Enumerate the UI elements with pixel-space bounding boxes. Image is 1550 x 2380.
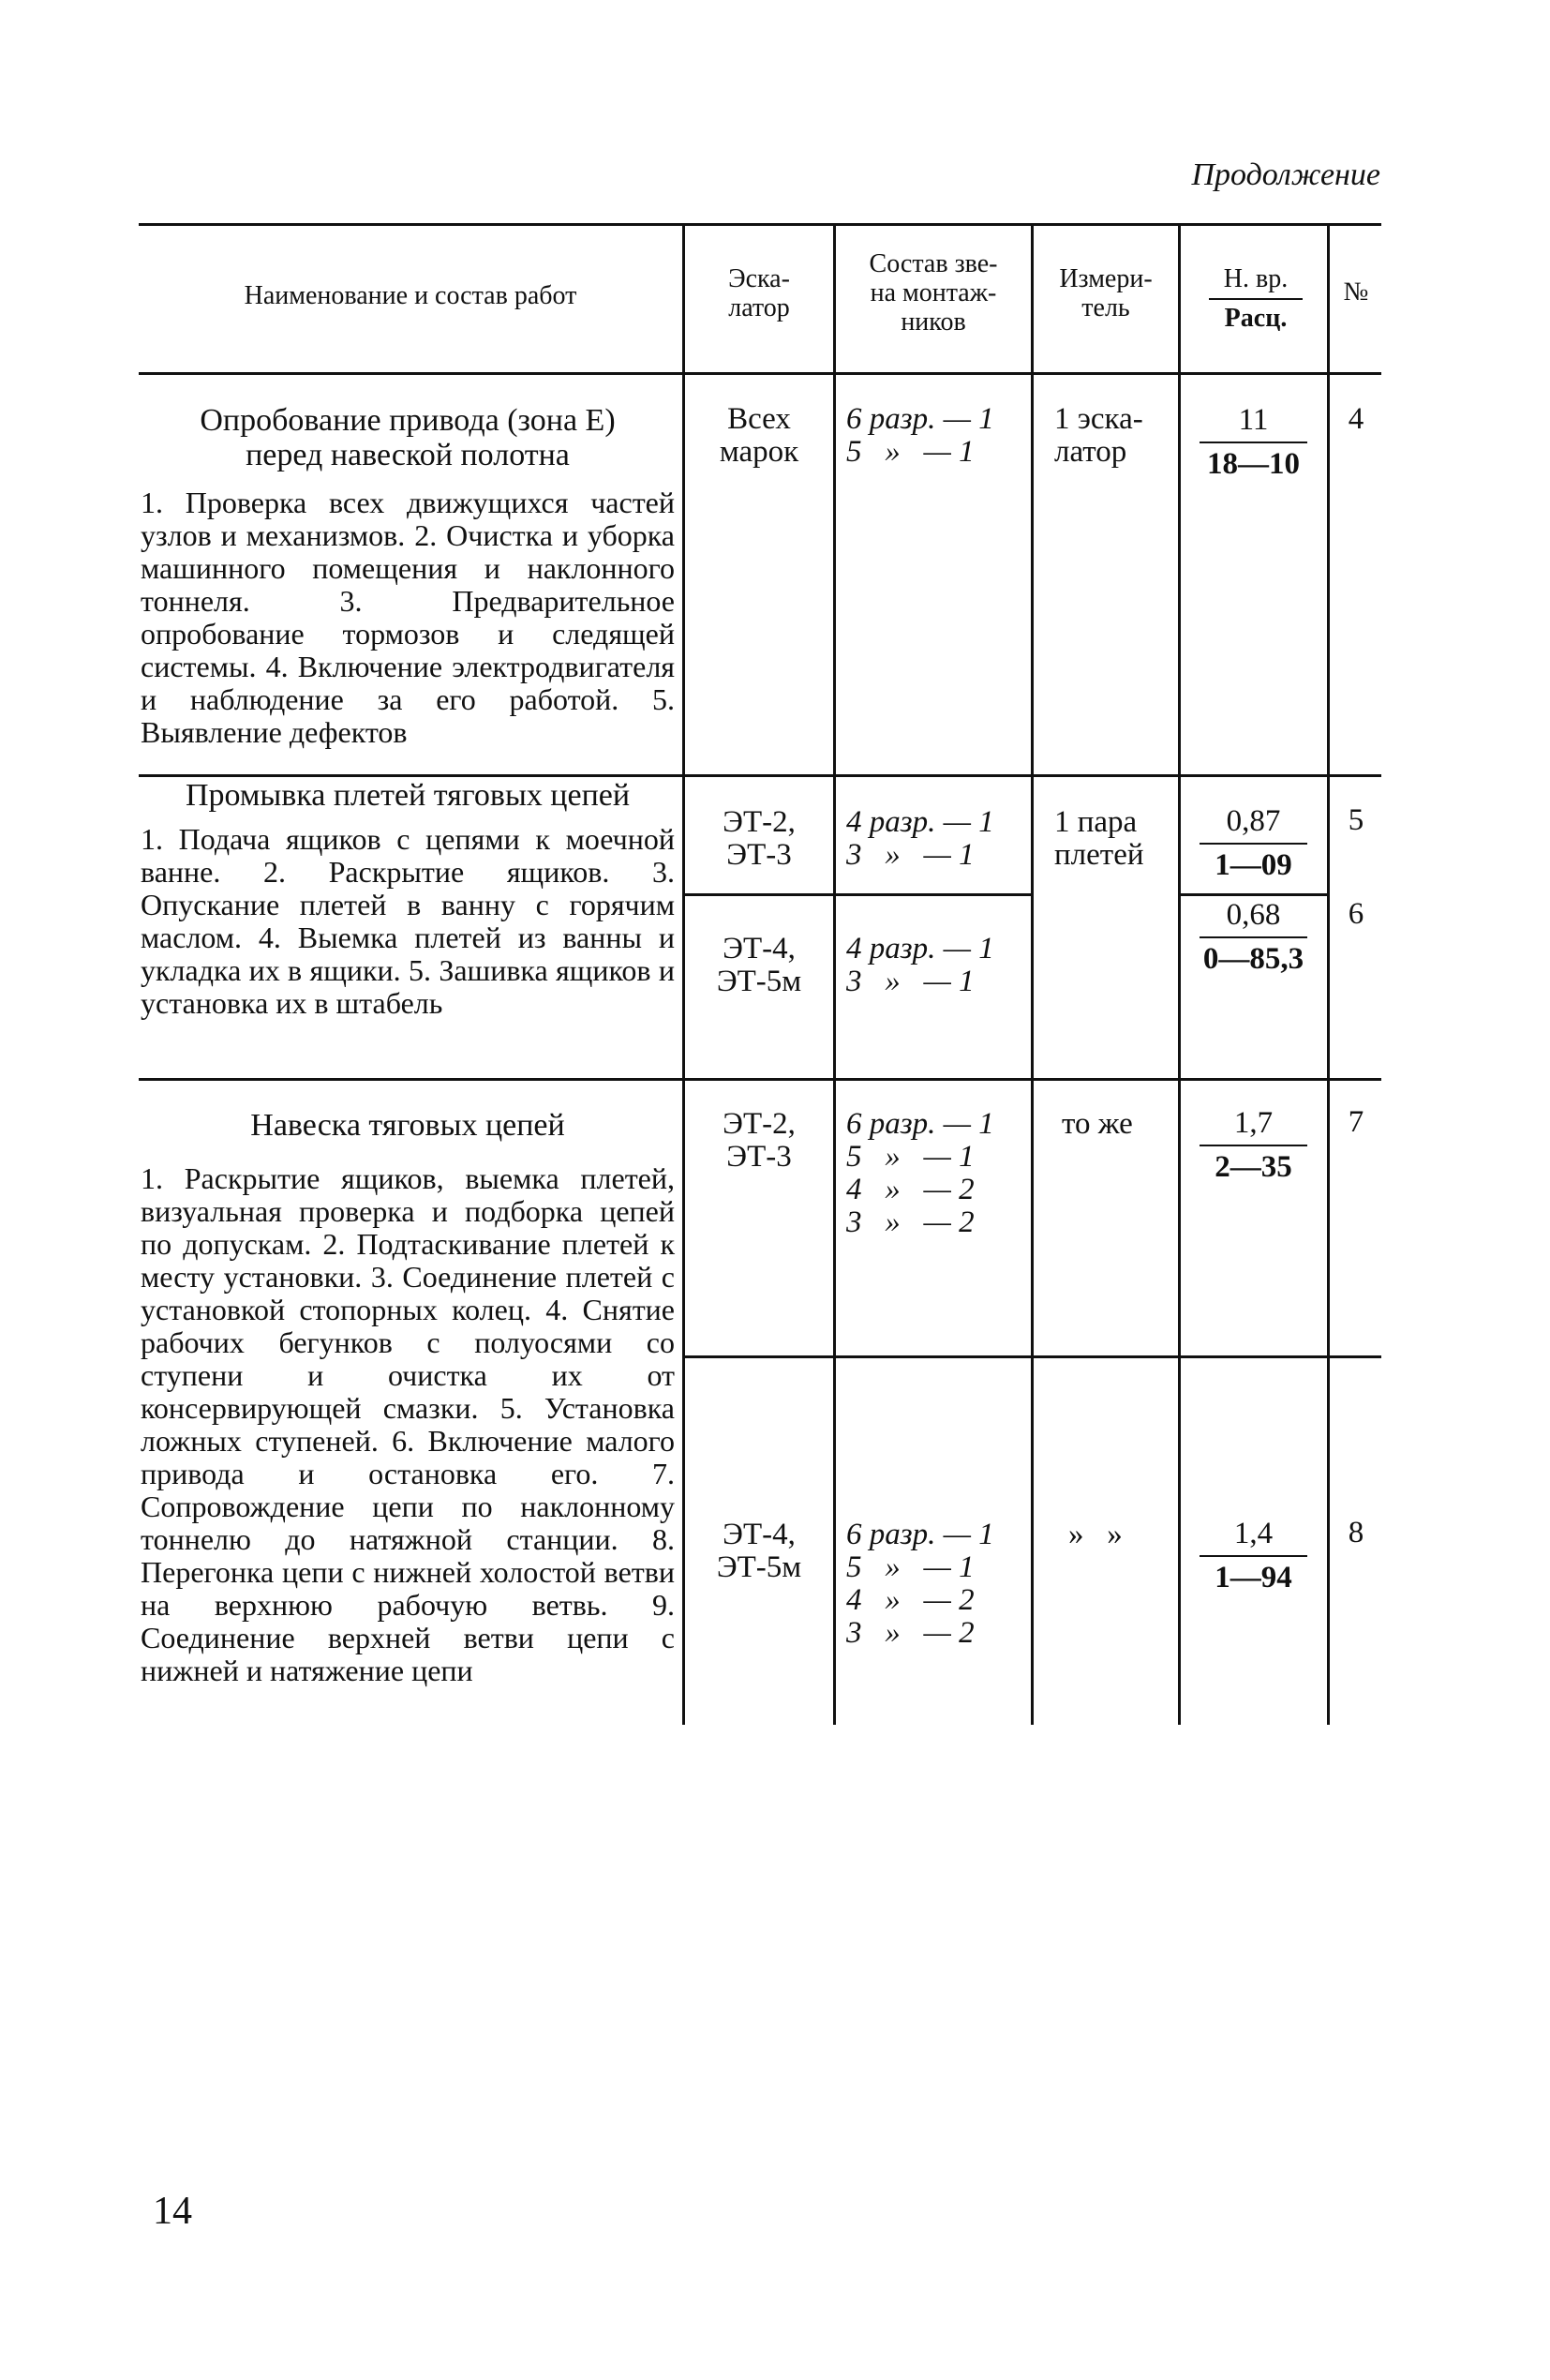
section-description: 1. Раскрытие ящиков, выемка плетей, визуальная проверка и подборка цепей по допускам. 2. Подтаскивание плетей к месту установки. 3. Соединение плетей с установкой стопорных колец. 4. Снятие рабочих бегунков с полуосями со ступени и очистка их от консервирующей смазки. 5. Установка ложных ступеней. 6. Включение малого привода и остановка его. 7. Сопровождение цепи по наклонному тоннелю до натяжной станции. 8. Перегонка цепи с нижней холостой ветви на верхнюю рабочую ветвь. 9. Соединение верхней ветви цепи с нижней и натяжение цепи [141,1161,675,1687]
section-title: Навеска тяговых цепей [250,1108,565,1143]
header-bottom-rule [139,372,1381,375]
crew-line: 3 » — 1 [846,838,975,872]
page-number: 14 [153,2190,192,2233]
row-number: 5 [1348,803,1364,837]
time-norm: 1,7 [1200,1106,1307,1146]
time-norm: 0,68 [1200,898,1307,938]
section-rule [139,774,684,777]
norm-rate [1200,403,1307,482]
meter-unit: то же [1062,1107,1133,1141]
crew-line: 5 » — 1 [846,1550,975,1584]
crew-line: 3 » — 2 [846,1205,975,1239]
continuation-label: Продолжение [1191,157,1380,192]
row-number: 4 [1348,402,1364,436]
section-description: 1. Проверка всех движущихся частей узлов и механизмов. 2. Очистка и уборка машинного помещения и наклонного тоннеля. 3. Предварительное опробование тормозов и следящей системы. 4. Включение электродвигателя и наблюдение за его работой. 5. Выявление дефектов [141,486,675,749]
crew-line: 4 » — 2 [846,1173,975,1206]
header-num: № [1343,277,1369,307]
crew-line: 3 » — 2 [846,1616,975,1650]
rate: 18—10 [1207,447,1300,481]
header-norm-top: Н. вр. [1209,264,1303,300]
crew-line: 6 разр. — 1 [846,1518,994,1551]
meter-unit: 1 эска- латор [1054,402,1143,469]
norm-rate [1200,1106,1307,1185]
escalator-model: ЭТ-2, ЭТ-3 [723,1107,796,1174]
norm-rate [1200,898,1307,977]
crew-composition [846,933,994,998]
escalator-model: ЭТ-4, ЭТ-5м [716,932,802,998]
header-norm-bottom: Расц. [1224,304,1288,333]
crew-line: 4 » — 2 [846,1583,975,1617]
col-divider-meter [1031,223,1034,1725]
section-title: Опробование привода (зона Е) перед навеской полотна [200,403,616,472]
row-rule-norm-2 [1180,893,1327,896]
header-crew: Состав зве- на монтаж- ников [869,249,998,337]
col-divider-crew [833,223,836,1725]
crew-line: 3 » — 1 [846,965,975,998]
header-escalator: Эска- латор [728,264,790,322]
time-norm: 1,4 [1200,1517,1307,1557]
row-number: 6 [1348,897,1364,931]
row-number: 7 [1348,1105,1364,1139]
row-number: 8 [1348,1516,1364,1549]
norm-rate [1200,1517,1307,1595]
rate: 1—09 [1215,848,1292,882]
header-norm [1209,264,1303,334]
crew-line: 4 разр. — 1 [846,805,994,839]
rate: 2—35 [1215,1150,1292,1184]
escalator-model: ЭТ-2, ЭТ-3 [723,805,796,872]
row-rule-escalator-2 [684,893,1033,896]
norm-rate [1200,804,1307,883]
rate: 0—85,3 [1202,942,1304,976]
time-norm: 11 [1200,403,1307,443]
crew-line: 4 разр. — 1 [846,932,994,965]
crew-line: 5 » — 1 [846,1140,975,1174]
crew-composition [846,1519,994,1650]
crew-composition [846,806,994,872]
crew-line: 6 разр. — 1 [846,1107,994,1141]
section-description: 1. Подача ящиков с цепями к моечной ванне. 2. Раскрытие ящиков. 3. Опускание плетей в ванну с горячим маслом. 4. Выемка плетей из ванны и укладка их в ящики. 5. Зашивка ящиков и установка их в штабель [141,822,675,1020]
crew-line: 5 » — 1 [846,435,975,469]
crew-composition [846,403,994,469]
header-work: Наименование и состав работ [244,281,577,310]
header-meter: Измери- тель [1059,264,1153,322]
meter-unit: » » [1068,1518,1123,1551]
meter-unit: 1 пара плетей [1054,805,1144,872]
escalator-model: ЭТ-4, ЭТ-5м [716,1518,802,1584]
table-top-rule [139,223,1381,226]
rate: 1—94 [1215,1561,1292,1594]
col-divider-num [1327,223,1330,1725]
section-rule [139,1078,1381,1081]
crew-line: 6 разр. — 1 [846,402,994,436]
escalator-model: Всех марок [719,402,799,469]
time-norm: 0,87 [1200,804,1307,845]
crew-composition [846,1108,994,1239]
col-divider-norm [1178,223,1181,1725]
section-title: Промывка плетей тяговых цепей [185,778,631,813]
